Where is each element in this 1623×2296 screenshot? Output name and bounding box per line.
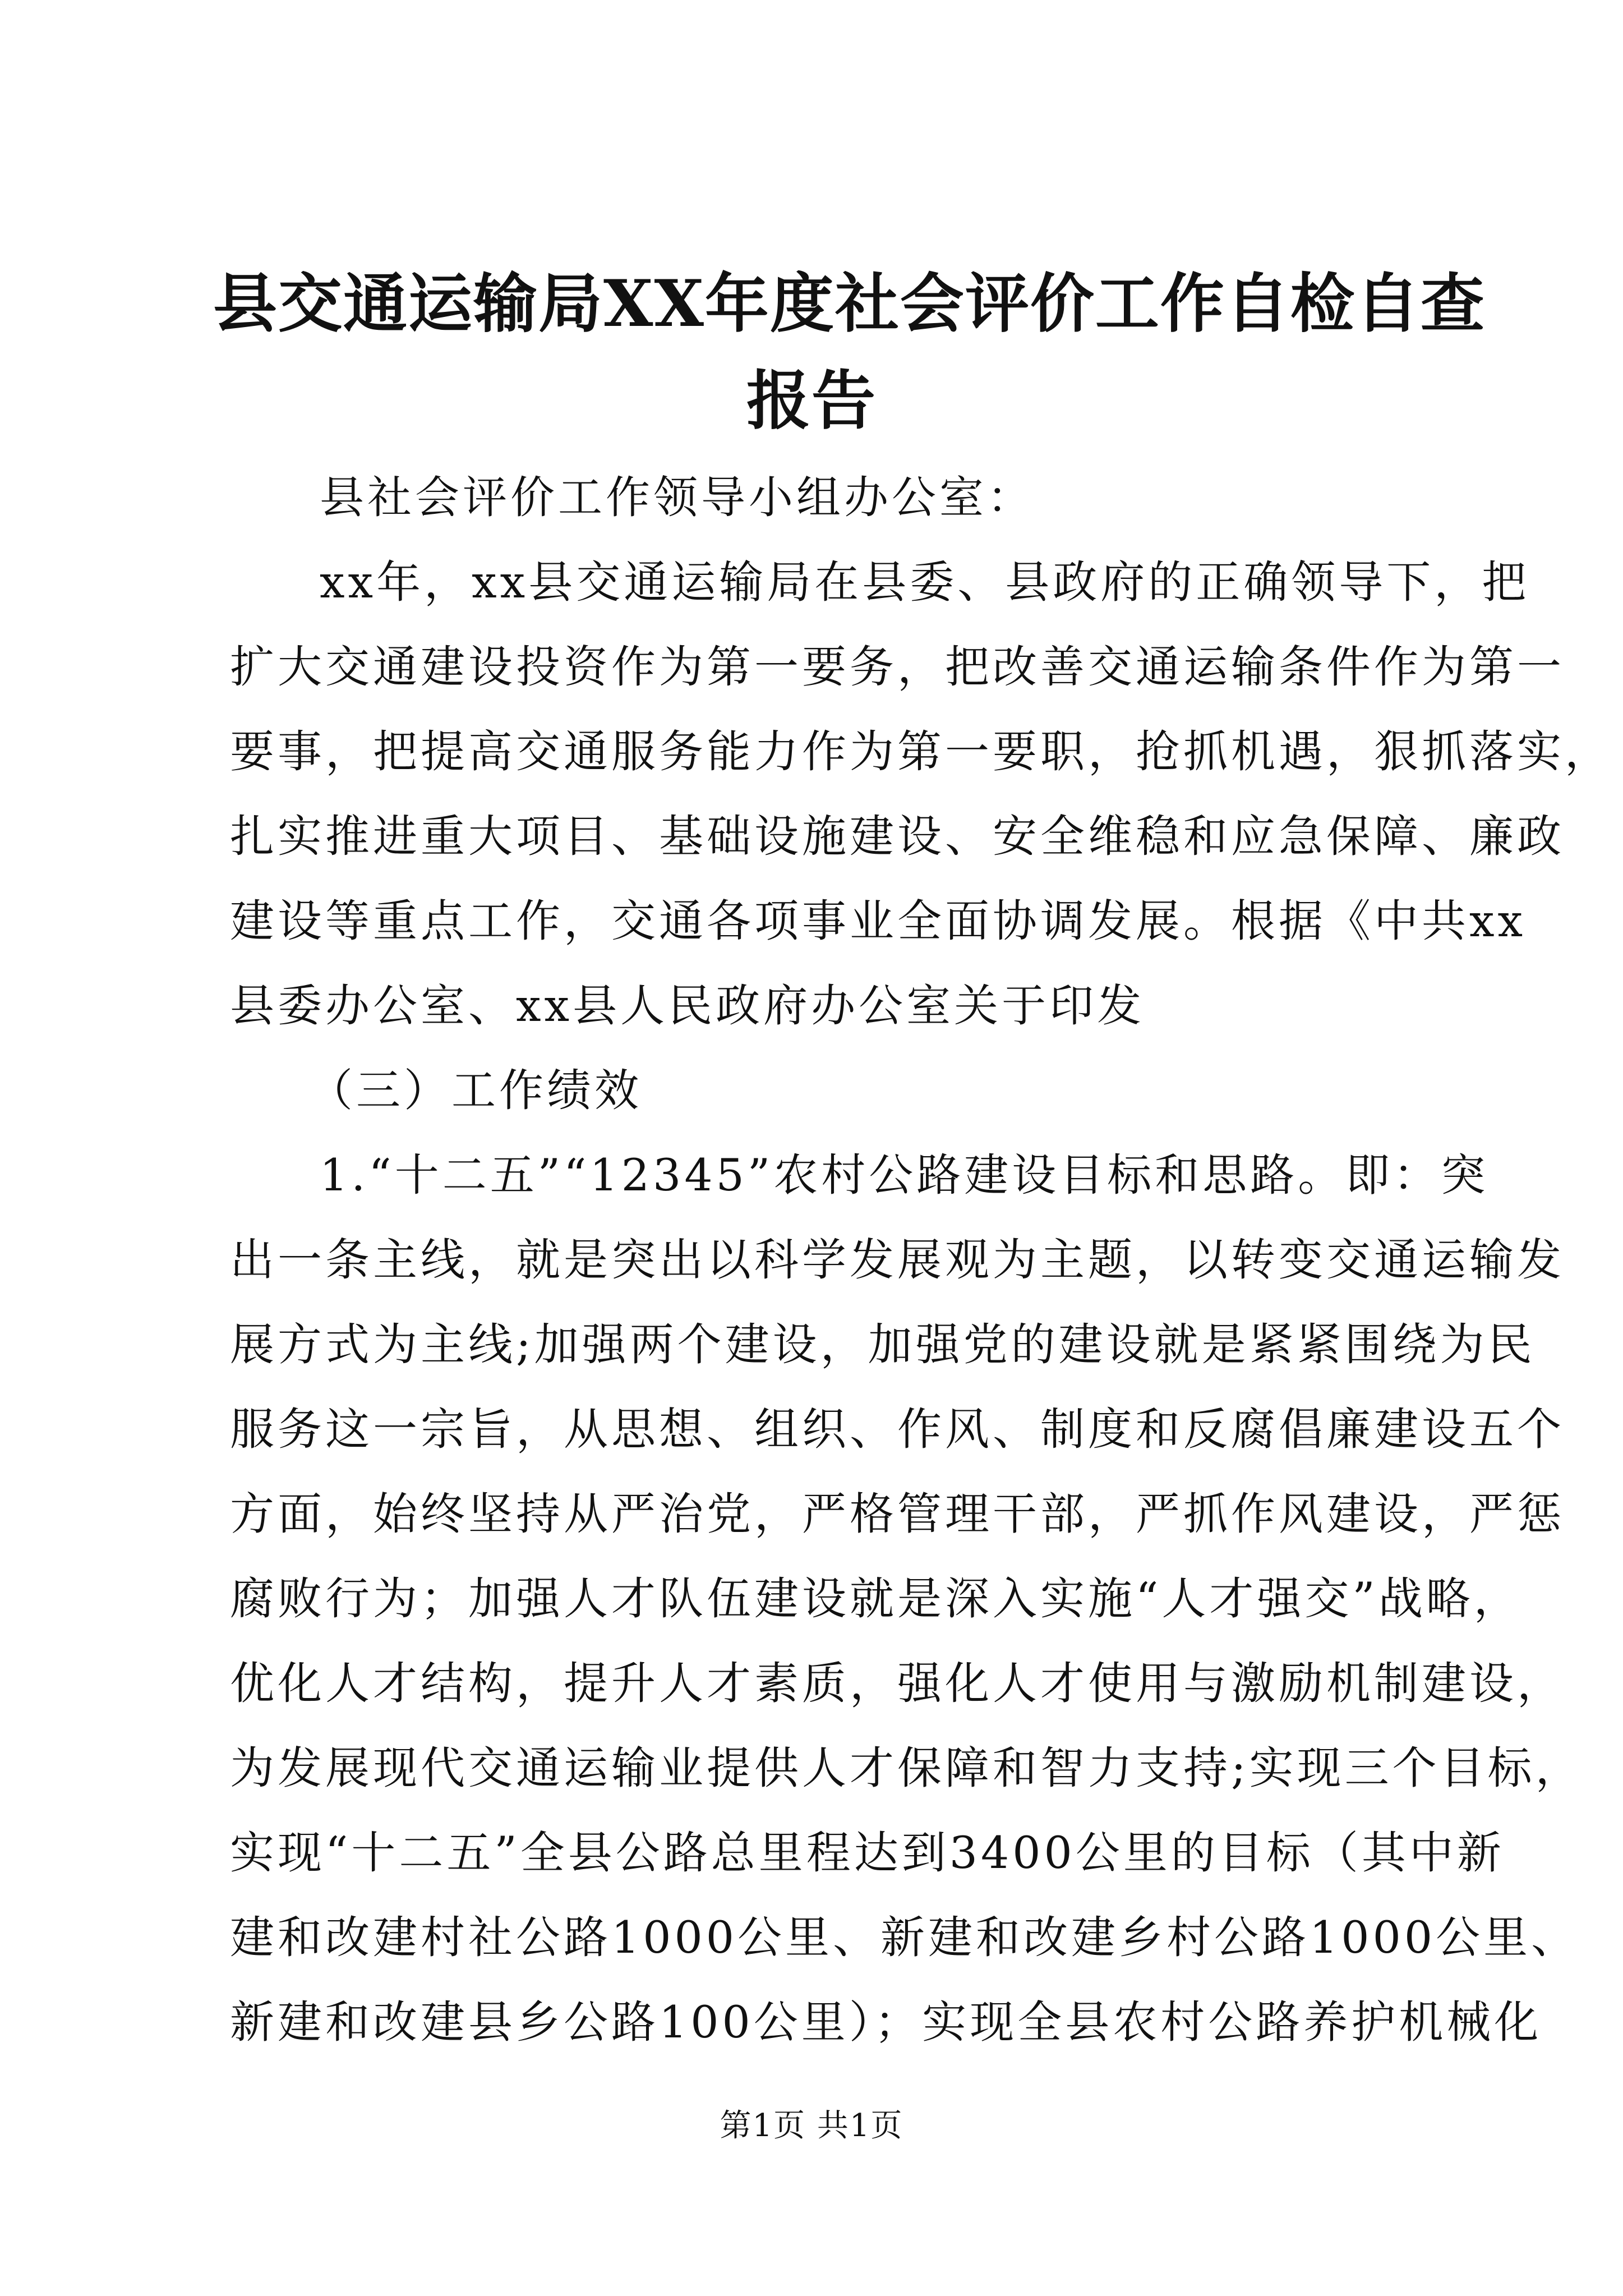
paragraph-1-line: 扩大交通建设投资作为第一要务，把改善交通运输条件作为第一 (230, 641, 1565, 693)
paragraph-1-line: xx年，xx县交通运输局在县委、县政府的正确领导下，把 (320, 556, 1530, 608)
paragraph-2-line: 为发展现代交通运输业提供人才保障和智力支持;实现三个目标， (230, 1742, 1583, 1794)
paragraph-1-line: 要事，把提高交通服务能力作为第一要职，抢抓机遇，狠抓落实， (230, 726, 1612, 777)
title-line-2: 报告 (746, 363, 877, 438)
paragraph-2-line: 新建和改建县乡公路100公里）；实现全县农村公路养护机械化 (230, 1996, 1542, 2048)
paragraph-2-line: 方面，始终坚持从严治党，严格管理干部，严抓作风建设，严惩 (230, 1488, 1565, 1540)
paragraph-2-line: 建和改建村社公路1000公里、新建和改建乡村公路1000公里、 (230, 1912, 1579, 1963)
document-title (213, 255, 1486, 449)
paragraph-1-line: 建设等重点工作，交通各项事业全面协调发展。根据《中共xx (230, 895, 1527, 947)
paragraph-2-line: 腐败行为；加强人才队伍建设就是深入实施“人才强交”战略， (230, 1573, 1521, 1625)
paragraph-1-line: 扎实推进重大项目、基础设施建设、安全维稳和应急保障、廉政 (230, 811, 1565, 862)
page-footer: 第1页 共1页 (720, 2108, 903, 2144)
salutation: 县社会评价工作领导小组办公室： (320, 472, 1035, 523)
paragraph-2-line: 实现“十二五”全县公路总里程达到3400公里的目标（其中新 (230, 1827, 1505, 1879)
section-heading: （三）工作绩效 (308, 1065, 642, 1116)
paragraph-2-line: 出一条主线，就是突出以科学发展观为主题，以转变交通运输发 (230, 1234, 1565, 1286)
title-line-1: 县交通运输局XX年度社会评价工作自检自查 (213, 266, 1486, 341)
paragraph-2-line: 1.“十二五”“12345”农村公路建设目标和思路。即：突 (320, 1149, 1489, 1201)
document-body (230, 455, 1612, 2065)
paragraph-2-line: 优化人才结构，提升人才素质，强化人才使用与激励机制建设， (230, 1658, 1565, 1709)
paragraph-2-line: 展方式为主线;加强两个建设，加强党的建设就是紧紧围绕为民 (230, 1319, 1536, 1370)
paragraph-2-line: 服务这一宗旨，从思想、组织、作风、制度和反腐倡廉建设五个 (230, 1404, 1565, 1455)
paragraph-1-line: 县委办公室、xx县人民政府办公室关于印发 (230, 980, 1145, 1032)
